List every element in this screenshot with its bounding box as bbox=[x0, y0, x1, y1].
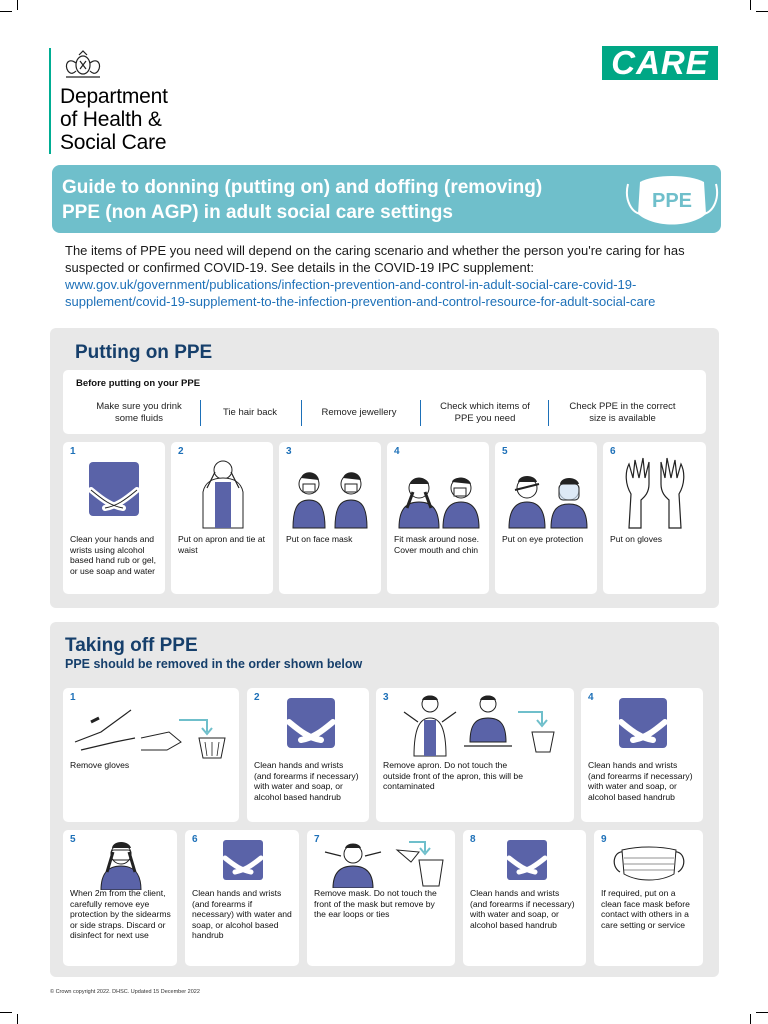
step-caption: If required, put on a clean face mask before contact with others in a care setting or service bbox=[601, 888, 690, 930]
taking-off-step bbox=[185, 830, 299, 966]
department-line: Department bbox=[60, 85, 168, 108]
crop-mark bbox=[0, 1012, 12, 1013]
banner-title-line: PPE (non AGP) in adult social care settings bbox=[62, 202, 453, 223]
step-caption: Fit mask around nose. Cover mouth and chin bbox=[394, 534, 480, 555]
supplement-link[interactable]: www.gov.uk/government/publications/infection-prevention-and-control-in-adult-social-care-covid-19-supplement/covid-19-supplement-to-the-infection-prevention-and-control-resource-for-adult-social-care bbox=[65, 277, 656, 309]
face-mask-icon bbox=[610, 846, 688, 882]
putting-on-step bbox=[279, 442, 381, 594]
taking-off-step bbox=[63, 688, 239, 822]
taking-off-step bbox=[594, 830, 703, 966]
putting-on-step bbox=[495, 442, 597, 594]
putting-on-step bbox=[63, 442, 165, 594]
step-number: 8 bbox=[470, 834, 476, 845]
step-number: 3 bbox=[383, 692, 389, 703]
remove-gloves-icon bbox=[71, 698, 233, 760]
step-number: 7 bbox=[314, 834, 320, 845]
hand-washing-icon bbox=[281, 696, 341, 754]
crop-mark bbox=[756, 1012, 768, 1013]
step-caption: Put on face mask bbox=[286, 534, 353, 544]
hand-washing-icon bbox=[219, 838, 267, 884]
step-number: 5 bbox=[502, 446, 508, 457]
before-item: Check PPE in the correct size is available bbox=[569, 401, 676, 424]
crop-mark bbox=[750, 0, 751, 10]
department-line: of Health & bbox=[60, 108, 162, 131]
step-caption: Clean your hands and wrists using alcohol based hand rub or gel, or use soap and water bbox=[70, 534, 157, 576]
step-caption: Remove apron. Do not touch the outside front of the apron, this will be contaminated bbox=[383, 760, 523, 791]
before-item: Tie hair back bbox=[222, 407, 278, 418]
putting-on-step bbox=[603, 442, 706, 594]
footer-copyright: © Crown copyright 2022. DHSC. Updated 15 December 2022 bbox=[50, 989, 200, 995]
logo-accent-bar bbox=[49, 48, 51, 154]
crop-mark bbox=[750, 1014, 751, 1024]
before-item: Check which items of PPE you need bbox=[440, 401, 530, 424]
fit-mask-icon bbox=[395, 472, 483, 530]
step-caption: When 2m from the client, carefully remove eye protection by the sidearms or side straps. Discard or disinfect for next use bbox=[70, 888, 171, 940]
step-number: 6 bbox=[192, 834, 198, 845]
taking-off-step bbox=[63, 830, 177, 966]
step-number: 4 bbox=[394, 446, 400, 457]
department-name bbox=[60, 85, 168, 154]
care-logo: CARE bbox=[602, 46, 718, 80]
taking-off-subtitle: PPE should be removed in the order shown below bbox=[65, 657, 363, 671]
crop-mark bbox=[0, 11, 12, 12]
taking-off-step bbox=[307, 830, 455, 966]
step-number: 9 bbox=[601, 834, 607, 845]
remove-eye-protection-icon bbox=[91, 836, 151, 890]
divider bbox=[301, 400, 302, 426]
step-caption: Clean hands and wrists (and forearms if necessary) with water and soap, or alcohol based handrub bbox=[254, 760, 359, 802]
remove-apron-icon bbox=[400, 692, 560, 758]
divider bbox=[420, 400, 421, 426]
step-caption: Remove mask. Do not touch the front of the mask but remove by the ear loops or ties bbox=[314, 888, 437, 919]
step-caption: Clean hands and wrists (and forearms if necessary) with water and soap, or alcohol based handrub bbox=[588, 760, 693, 802]
title-banner bbox=[52, 165, 721, 233]
royal-crest-icon bbox=[58, 47, 108, 81]
intro-text: The items of PPE you need will depend on the caring scenario and whether the person you're caring for has suspected or confirmed COVID-19. See details in the COVID-19 IPC supplement: bbox=[65, 243, 685, 275]
crop-mark bbox=[756, 11, 768, 12]
hand-washing-icon bbox=[613, 696, 673, 754]
divider bbox=[200, 400, 201, 426]
department-line: Social Care bbox=[60, 131, 167, 154]
ppe-badge: PPE bbox=[651, 190, 693, 212]
putting-on-step bbox=[387, 442, 489, 594]
remove-mask-icon bbox=[319, 838, 449, 888]
crop-mark bbox=[17, 1014, 18, 1024]
face-mask-icon bbox=[624, 170, 720, 230]
crop-mark bbox=[17, 0, 18, 10]
taking-off-step bbox=[247, 688, 369, 822]
step-caption: Clean hands and wrists (and forearms if necessary) with water and soap, or alcohol based handrub bbox=[470, 888, 575, 930]
hand-washing-icon bbox=[81, 460, 147, 524]
face-mask-donning-icon bbox=[289, 466, 373, 530]
step-caption: Put on gloves bbox=[610, 534, 663, 544]
step-caption: Remove gloves bbox=[70, 760, 130, 770]
eye-protection-icon bbox=[503, 470, 591, 530]
step-number: 3 bbox=[286, 446, 292, 457]
before-item: Make sure you drink some fluids bbox=[96, 401, 182, 424]
step-caption: Put on apron and tie at waist bbox=[178, 534, 265, 555]
step-caption: Clean hands and wrists (and forearms if necessary) with water and soap, or alcohol based handrub bbox=[192, 888, 292, 940]
taking-off-step bbox=[581, 688, 703, 822]
step-number: 1 bbox=[70, 692, 76, 703]
banner-title-line: Guide to donning (putting on) and doffing (removing) bbox=[62, 177, 543, 198]
before-item: Remove jewellery bbox=[321, 407, 397, 418]
taking-off-step bbox=[463, 830, 586, 966]
step-number: 4 bbox=[588, 692, 594, 703]
taking-off-step bbox=[376, 688, 574, 822]
step-number: 1 bbox=[70, 446, 76, 457]
step-number: 2 bbox=[254, 692, 260, 703]
gloves-icon bbox=[621, 454, 689, 530]
divider bbox=[548, 400, 549, 426]
hand-washing-icon bbox=[503, 838, 551, 884]
step-number: 6 bbox=[610, 446, 616, 457]
putting-on-title: Putting on PPE bbox=[75, 342, 213, 363]
step-number: 2 bbox=[178, 446, 184, 457]
step-number: 5 bbox=[70, 834, 76, 845]
apron-icon bbox=[193, 458, 253, 530]
taking-off-title: Taking off PPE bbox=[65, 635, 198, 656]
step-caption: Put on eye protection bbox=[502, 534, 584, 544]
before-checklist bbox=[63, 370, 706, 434]
putting-on-step bbox=[171, 442, 273, 594]
intro-paragraph bbox=[65, 242, 725, 310]
before-heading: Before putting on your PPE bbox=[76, 378, 201, 389]
